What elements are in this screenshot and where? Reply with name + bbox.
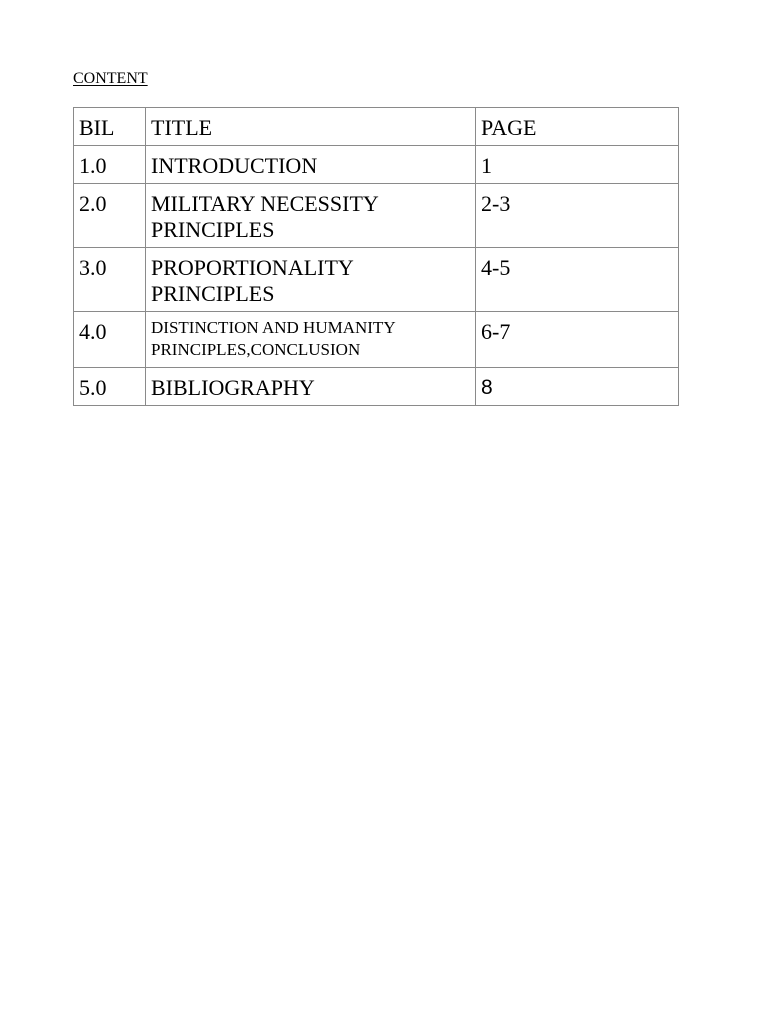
- row-bil: 4.0: [74, 312, 146, 368]
- table-row: [74, 368, 679, 406]
- row-page: 6-7: [476, 312, 679, 368]
- table-row: [74, 312, 679, 368]
- content-heading: CONTENT: [73, 70, 148, 87]
- row-bil: 2.0: [74, 184, 146, 248]
- row-title: INTRODUCTION: [146, 146, 476, 184]
- table-row: [74, 146, 679, 184]
- table-row: [74, 184, 679, 248]
- row-title: BIBLIOGRAPHY: [146, 368, 476, 406]
- row-title: PROPORTIONALITY PRINCIPLES: [146, 248, 476, 312]
- table-of-contents: [73, 107, 679, 406]
- row-page: 4-5: [476, 248, 679, 312]
- header-bil: BIL: [74, 108, 146, 146]
- table-row: [74, 248, 679, 312]
- row-bil: 5.0: [74, 368, 146, 406]
- row-title: DISTINCTION AND HUMANITY PRINCIPLES,CONCLUSION: [146, 312, 476, 368]
- row-page: 1: [476, 146, 679, 184]
- table-header-row: [74, 108, 679, 146]
- row-page: 2-3: [476, 184, 679, 248]
- row-bil: 1.0: [74, 146, 146, 184]
- row-page: 8: [476, 368, 679, 406]
- header-title: TITLE: [146, 108, 476, 146]
- header-page: PAGE: [476, 108, 679, 146]
- row-title: MILITARY NECESSITY PRINCIPLES: [146, 184, 476, 248]
- row-bil: 3.0: [74, 248, 146, 312]
